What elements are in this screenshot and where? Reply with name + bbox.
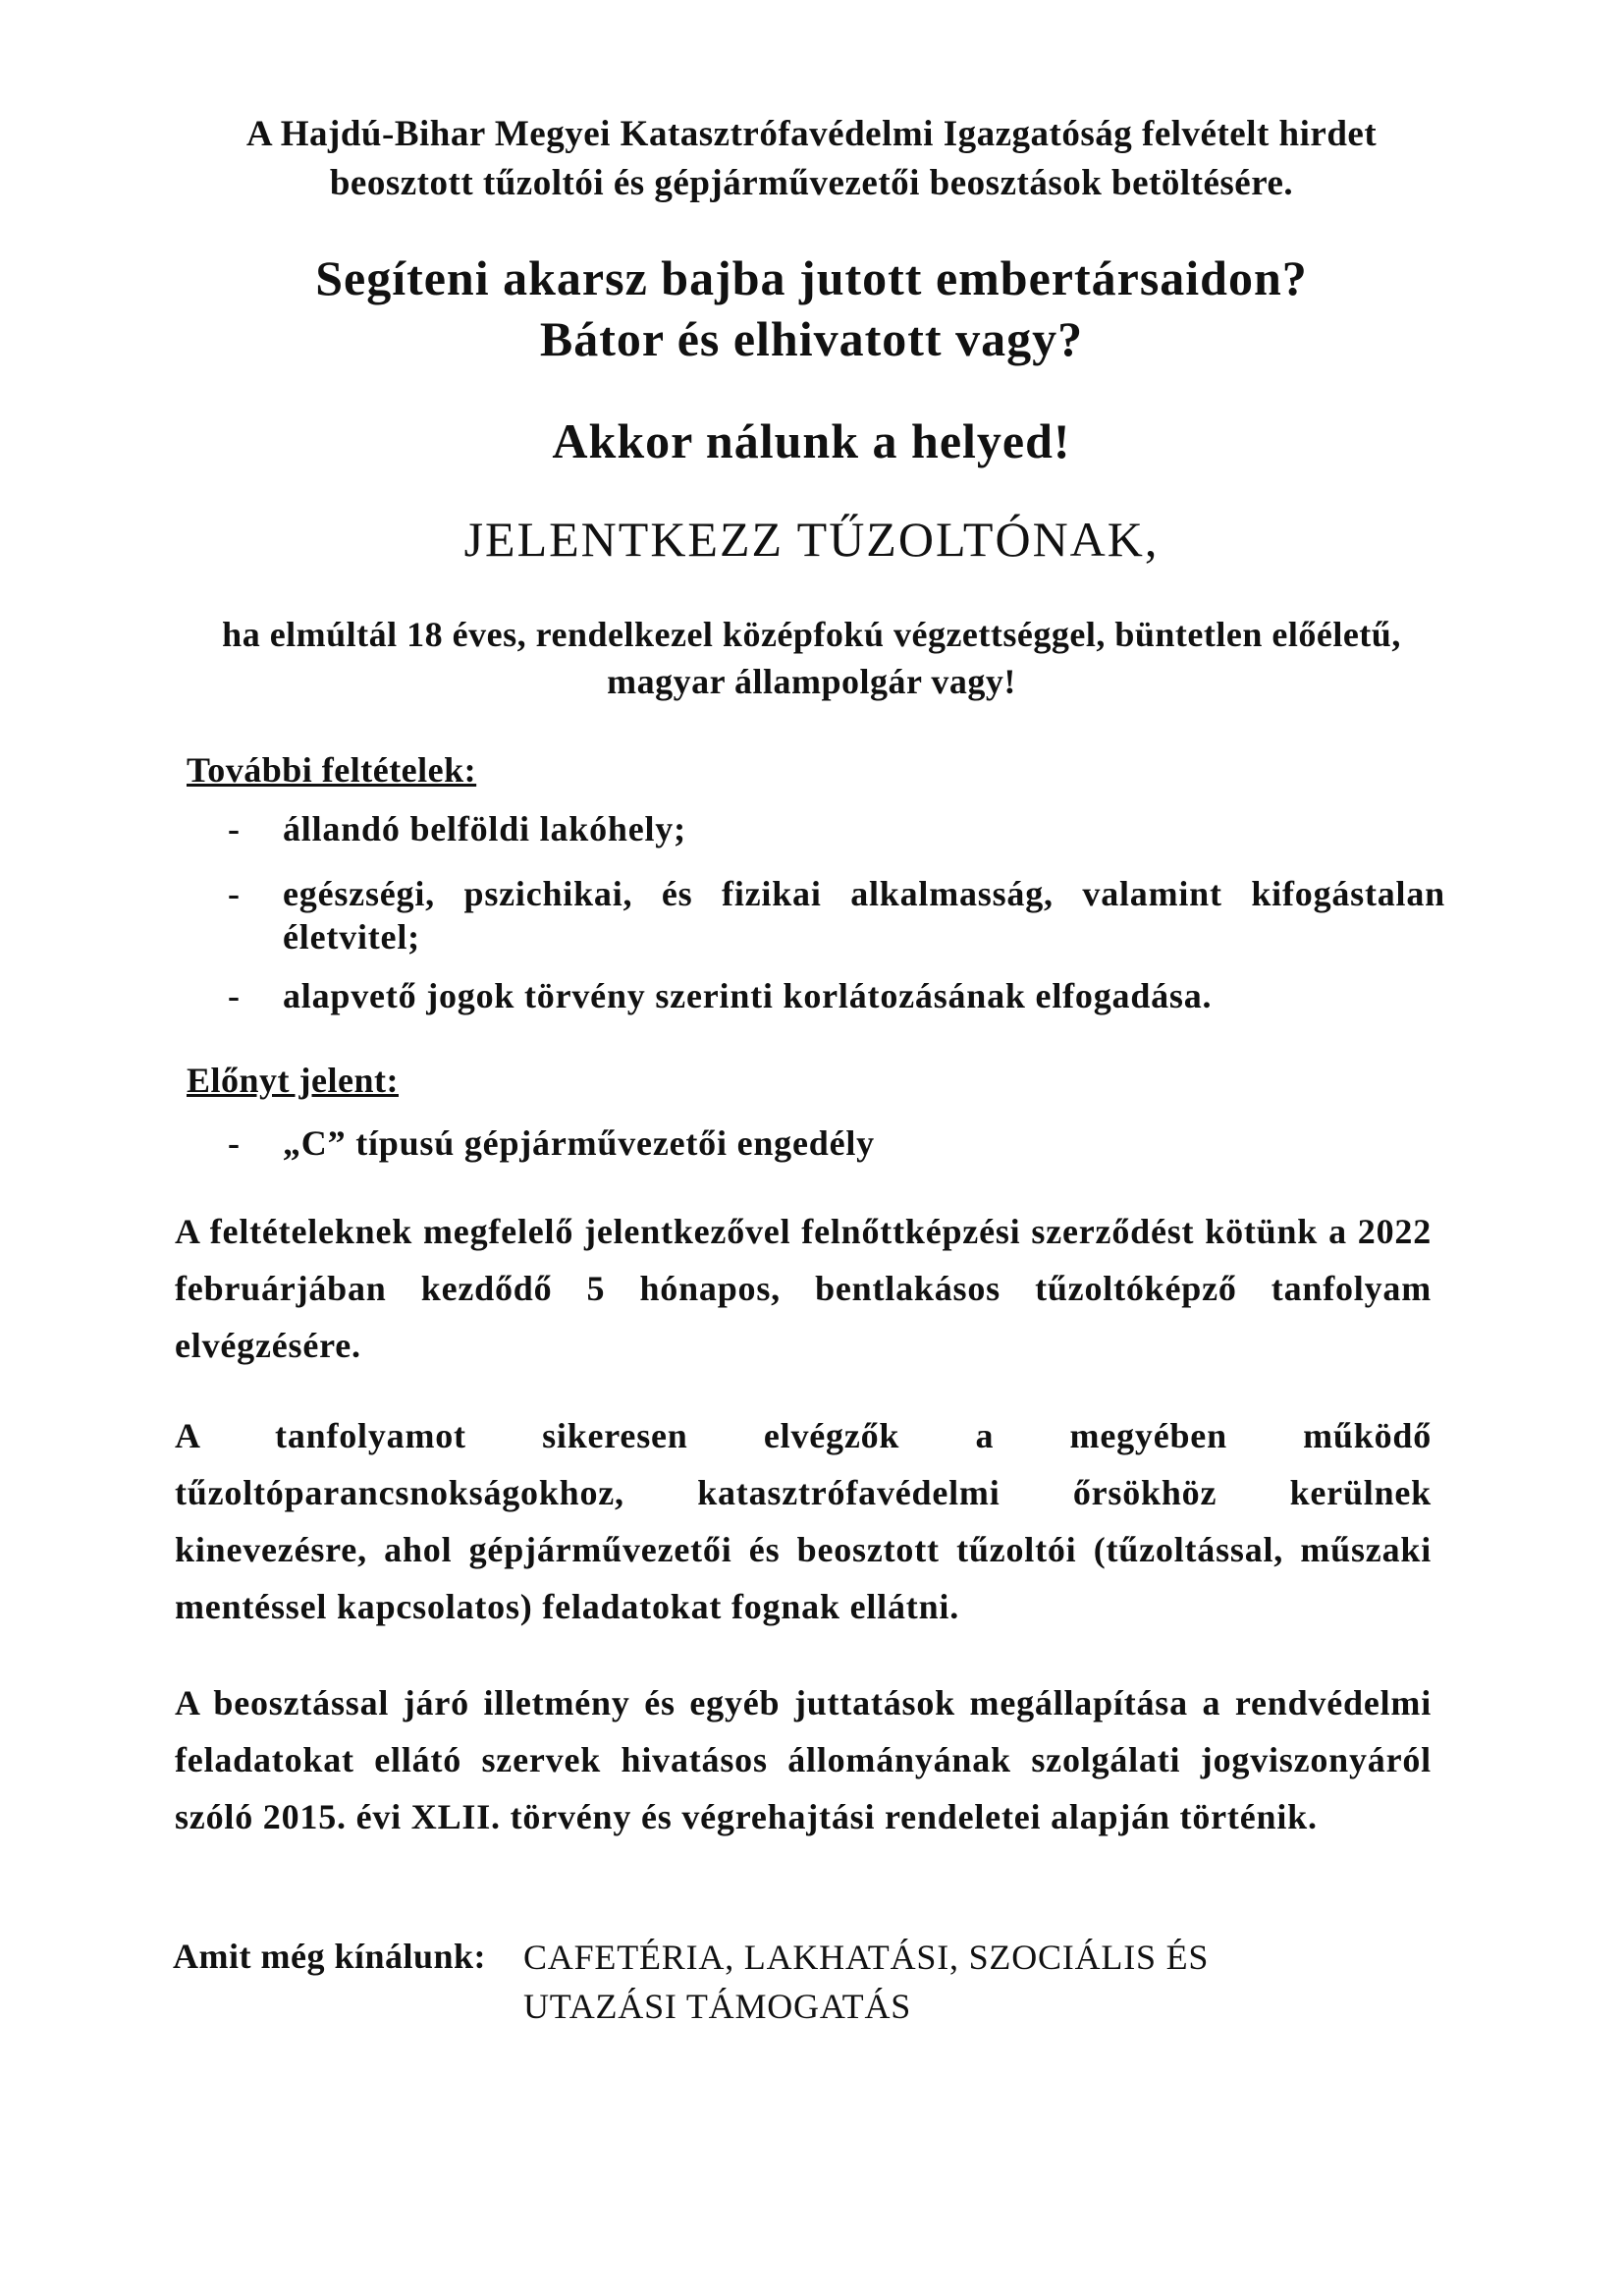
list-item-text: „C” típusú gépjárművezetői engedély	[283, 1123, 875, 1163]
paragraph-assignment: A tanfolyamot sikeresen elvégzők a megyében működő tűzoltóparancsnokságokhoz, katasztrófavédelmi őrsökhöz kerülnek kinevezésre, ahol gépjárművezetői és beosztott tűzoltói (tűzoltással, műszaki mentéssel kapcsolatos) feladatokat fognak ellátni.	[175, 1416, 1432, 1626]
list-item-text: állandó belföldi lakóhely;	[283, 809, 686, 848]
offer-label: Amit még kínálunk:	[173, 1937, 487, 1976]
offer-value-line-1: CAFETÉRIA, LAKHATÁSI, SZOCIÁLIS ÉS	[523, 1938, 1210, 1977]
bullet-dash: -	[228, 1123, 241, 1163]
bullet-dash: -	[228, 976, 241, 1015]
slogan-block	[196, 247, 1427, 369]
list-item	[228, 872, 1445, 958]
slogan-line-3: Akkor nálunk a helyed!	[552, 413, 1071, 468]
headline: JELENTKEZZ TŰZOLTÓNAK,	[463, 512, 1160, 567]
slogan-line-1: Segíteni akarsz bajba jutott embertársaidon?	[315, 250, 1308, 305]
list-item	[228, 1121, 1445, 1165]
advantage-heading: Előnyt jelent:	[187, 1061, 399, 1100]
bullet-dash: -	[228, 874, 241, 913]
slogan-line-2: Bátor és elhivatott vagy?	[539, 311, 1084, 366]
offer-value	[523, 1933, 1407, 2031]
further-conditions-heading: További feltételek:	[187, 750, 477, 790]
list-item	[228, 974, 1445, 1017]
list-item-text: alapvető jogok törvény szerinti korlátozásának elfogadása.	[283, 976, 1213, 1015]
intro-text: A Hajdú-Bihar Megyei Katasztrófavédelmi Igazgatóság felvételt hirdet beosztott tűzoltói és gépjárművezetői beosztások betöltésére.	[245, 114, 1378, 203]
paragraph-salary: A beosztással járó illetmény és egyéb juttatások megállapítása a rendvédelmi feladatokat ellátó szervek hivatásos állományának szolgálati jogviszonyáról szóló 2015. évi XLII. törvény és végrehajtási rendeletei alapján történik.	[175, 1683, 1432, 1836]
bullet-dash: -	[228, 809, 241, 848]
basic-conditions: ha elmúltál 18 éves, rendelkezel középfokú végzettséggel, büntetlen előéletű, magyar állampolgár vagy!	[222, 615, 1401, 701]
offer-value-line-2: UTAZÁSI TÁMOGATÁS	[523, 1987, 912, 2026]
list-item	[228, 807, 1445, 850]
paragraph-training: A feltételeknek megfelelő jelentkezővel felnőttképzési szerződést kötünk a 2022 februárjában kezdődő 5 hónapos, bentlakásos tűzoltóképző tanfolyam elvégzésére.	[175, 1212, 1432, 1365]
list-item-text: egészségi, pszichikai, és fizikai alkalmasság, valamint kifogástalan életvitel;	[283, 874, 1445, 957]
